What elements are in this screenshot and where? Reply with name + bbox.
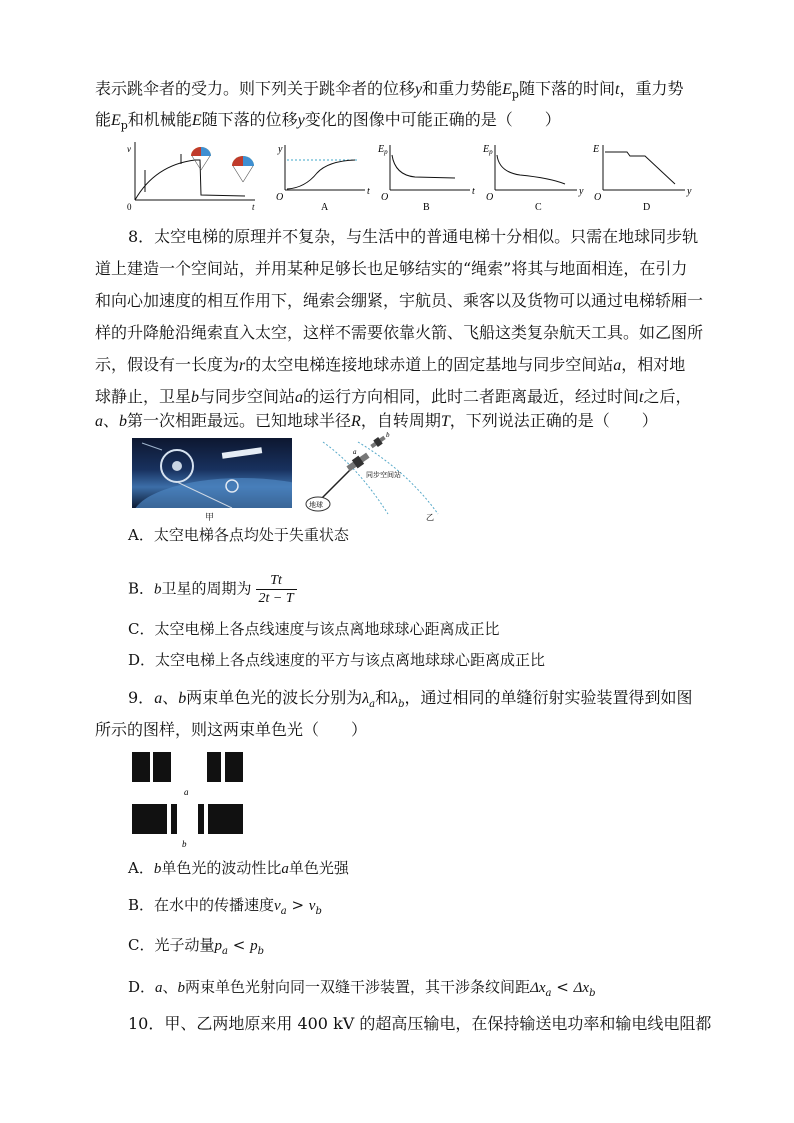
q8-text-line3: 和向心加速度的相互作用下，绳索会绷紧，宇航员、乘客以及货物可以通过电梯轿厢一 (95, 291, 704, 310)
graph-d-origin: O (594, 192, 602, 203)
satellite-icon (345, 451, 370, 473)
pattern-b (132, 804, 243, 834)
space-elevator-photo (132, 438, 292, 508)
period-fraction: $\frac{Tt}{2t - T}$ (256, 572, 297, 607)
graph-a-y-label: y (278, 144, 283, 155)
space-station-icon (132, 438, 292, 508)
graph-b-t-label: t (472, 186, 475, 197)
q7-text-line1: 表示跳伞者的受力。则下列关于跳伞者的位移y和重力势能$E_p$随下落的时间t，重力势 (95, 79, 684, 102)
parachute-icon (191, 147, 211, 170)
graph-b-origin: O (381, 192, 389, 203)
pattern-b-label: b (182, 839, 187, 849)
q9-option-d[interactable]: D．a、b两束单色光射向同一双缝干涉装置，其干涉条纹间距$\Delta x_a < \Delta x_b$ (128, 978, 596, 999)
q8-text-line2: 道上建造一个空间站，并用某种足够长也足够结实的“绳索”将其与地面相连，在引力 (95, 259, 688, 278)
fig-jia-caption: 甲 (205, 513, 215, 523)
graph-c-origin: O (486, 192, 494, 203)
graph-c (495, 145, 577, 190)
q8-text-line1: 8．太空电梯的原理并不复杂，与生活中的普通电梯十分相似。只需在地球同步轨 (128, 227, 699, 246)
fig-earth-label: 地球 (309, 501, 323, 509)
q8-text-line4: 样的升降舱沿绳索直入太空，这样不需要依靠火箭、飞船这类复杂航天工具。如乙图所 (95, 323, 704, 342)
q9-text-line2: 所示的图样，则这两束单色光（ ） (95, 720, 368, 739)
q9-option-b[interactable]: B．在水中的传播速度$v_a > v_b$ (128, 896, 322, 917)
vt-origin-label: 0 (127, 202, 132, 212)
vt-axis-t-label: t (252, 202, 255, 212)
q10-text-line1: 10．甲、乙两地原来用 400 kV 的超高压输电，在保持输送电功率和输电线电阻都 (128, 1014, 712, 1033)
graph-c-caption: C (535, 202, 542, 213)
graph-d-e-label: E (593, 144, 600, 155)
q8-text-line7: a、b第一次相距最远。已知地球半径R，自转周期T，下列说法正确的是（ ） (95, 411, 658, 430)
graph-c-ep-label: $E_p$ (483, 144, 493, 156)
graph-b-caption: B (423, 202, 430, 213)
graph-b-ep-label: $E_p$ (378, 144, 388, 156)
pattern-a-label: a (184, 787, 189, 797)
satellite-icon (369, 434, 387, 450)
q8-option-b[interactable]: B．b卫星的周期为 $\frac{Tt}{2t - T}$ (128, 572, 297, 607)
fig-a-label: a (353, 448, 357, 456)
diffraction-patterns (130, 750, 250, 850)
q7-graphs (125, 140, 705, 214)
graph-d (603, 145, 685, 190)
graph-d-y-label: y (687, 186, 692, 197)
q9-text-line1: 9．a、b两束单色光的波长分别为$\lambda_a$和$\lambda_b$，通过相同的单缝衍射实验装置得到如图 (128, 688, 693, 711)
q7-text-line2: 能$E_p$和机械能E随下落的位移y变化的图像中可能正确的是（ ） (95, 110, 561, 133)
space-elevator-diagram (298, 432, 448, 522)
q8-option-a[interactable]: A．太空电梯各点均处于失重状态 (128, 526, 349, 544)
q8-text-line5: 示，假设有一长度为r的太空电梯连接地球赤道上的固定基地与同步空间站a，相对地 (95, 355, 686, 374)
graph-b (390, 145, 470, 190)
q9-option-a[interactable]: A．b单色光的波动性比a单色光强 (128, 859, 349, 877)
graph-a-caption: A (321, 202, 329, 213)
pattern-a (132, 752, 243, 782)
fig-yi-caption: 乙 (426, 513, 434, 522)
graph-a (285, 145, 365, 190)
q8-text-line6: 球静止，卫星b与同步空间站a的运行方向相同，此时二者距离最近，经过时间t之后， (95, 387, 692, 406)
q9-option-c[interactable]: C．光子动量$p_a < p_b$ (128, 936, 264, 957)
q8-option-d[interactable]: D．太空电梯上各点线速度的平方与该点离地球球心距离成正比 (128, 651, 546, 669)
q8-option-c[interactable]: C．太空电梯上各点线速度与该点离地球球心距离成正比 (128, 620, 500, 638)
graph-c-y-label: y (579, 186, 584, 197)
fig-station-label: 同步空间站 (366, 471, 401, 479)
parachute-icon (232, 156, 254, 182)
graph-d-caption: D (643, 202, 651, 213)
graph-a-t-label: t (367, 186, 370, 197)
vt-axis-v-label: v (127, 144, 131, 154)
fig-b-label: b (386, 432, 390, 439)
graph-a-origin: O (276, 192, 284, 203)
